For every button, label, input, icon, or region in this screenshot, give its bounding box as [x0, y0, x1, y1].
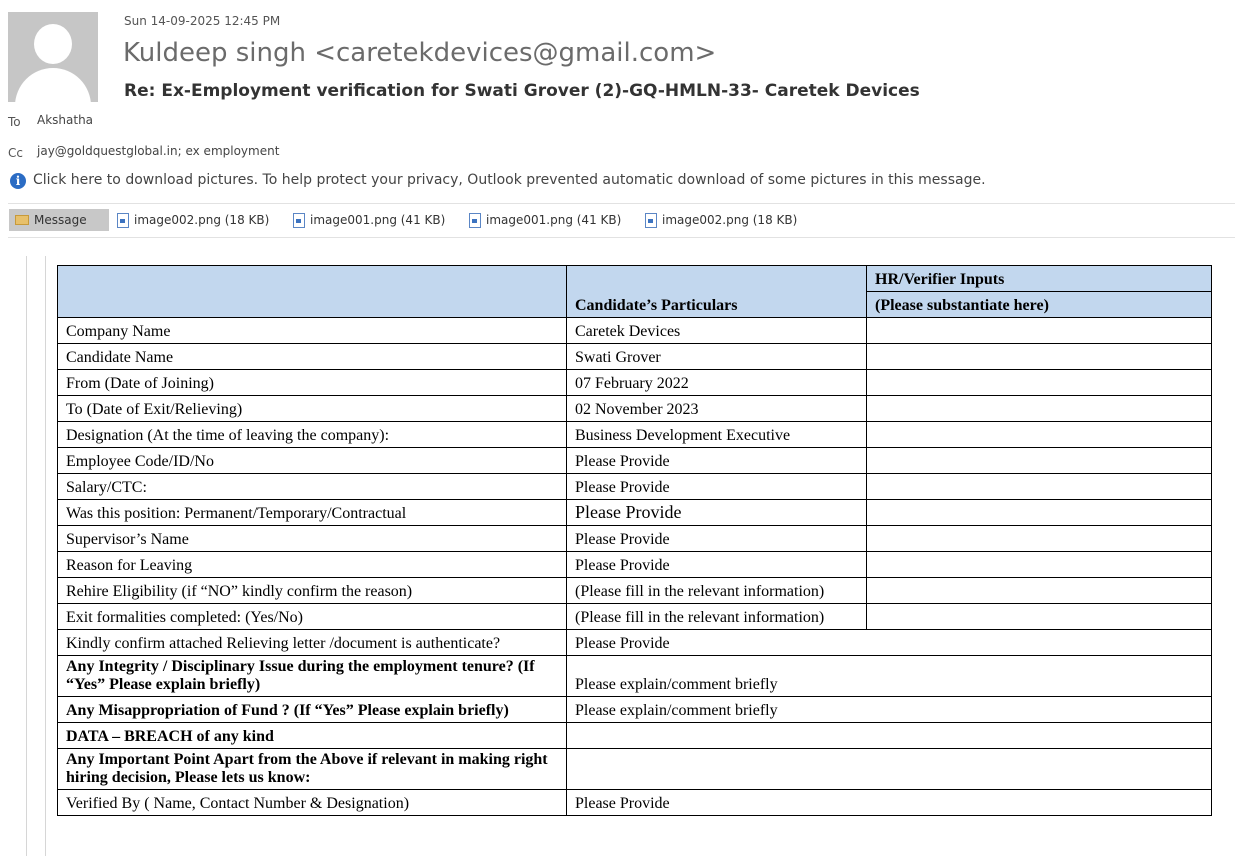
- row-label: Designation (At the time of leaving the company):: [58, 422, 567, 448]
- row-value: Please explain/comment briefly: [567, 656, 1212, 697]
- header-hr-inputs: HR/Verifier Inputs: [867, 266, 1212, 292]
- attachment-label: image001.png (41 KB): [310, 213, 446, 227]
- row-label: Exit formalities completed: (Yes/No): [58, 604, 567, 630]
- image-file-icon: [469, 213, 481, 228]
- row-label: From (Date of Joining): [58, 370, 567, 396]
- row-value: Swati Grover: [567, 344, 867, 370]
- quote-line: [45, 256, 46, 856]
- row-label: Salary/CTC:: [58, 474, 567, 500]
- row-label: Verified By ( Name, Contact Number & Designation): [58, 790, 567, 816]
- table-row: [58, 318, 1212, 344]
- attachment-label: image001.png (41 KB): [486, 213, 622, 227]
- row-label: Rehire Eligibility (if “NO” kindly confirm the reason): [58, 578, 567, 604]
- download-pictures-text[interactable]: Click here to download pictures. To help protect your privacy, Outlook prevented automatic download of some pictures in this message.: [33, 172, 986, 188]
- row-label: Any Integrity / Disciplinary Issue during the employment tenure? (If “Yes” Please explain briefly): [58, 656, 567, 697]
- image-file-icon: [645, 213, 657, 228]
- table-row: [58, 526, 1212, 552]
- attachment-label: image002.png (18 KB): [662, 213, 798, 227]
- hr-input-cell[interactable]: [867, 370, 1212, 396]
- row-label: Company Name: [58, 318, 567, 344]
- table-row: [58, 344, 1212, 370]
- download-pictures-bar[interactable]: [10, 172, 986, 189]
- verification-table: [57, 265, 1212, 816]
- to-label: To: [8, 115, 21, 129]
- image-file-icon: [117, 213, 129, 228]
- to-recipient[interactable]: Akshatha: [37, 113, 94, 127]
- table-row: [58, 578, 1212, 604]
- row-value: 07 February 2022: [567, 370, 867, 396]
- attachment-label: image002.png (18 KB): [134, 213, 270, 227]
- row-value: Please explain/comment briefly: [567, 697, 1212, 723]
- hr-input-cell[interactable]: [867, 500, 1212, 526]
- table-row: [58, 396, 1212, 422]
- hr-input-cell[interactable]: [867, 474, 1212, 500]
- table-row: [58, 552, 1212, 578]
- attachment-bar: [9, 209, 813, 231]
- table-row: [58, 723, 1212, 749]
- header-substantiate: (Please substantiate here): [867, 292, 1212, 318]
- hr-input-cell[interactable]: [867, 552, 1212, 578]
- row-label: Reason for Leaving: [58, 552, 567, 578]
- table-row: [58, 790, 1212, 816]
- table-row: [58, 656, 1212, 697]
- hr-input-cell[interactable]: [867, 396, 1212, 422]
- row-value: Caretek Devices: [567, 318, 867, 344]
- row-value: Please Provide: [567, 552, 867, 578]
- table-row: [58, 697, 1212, 723]
- row-label: Kindly confirm attached Relieving letter /document is authenticate?: [58, 630, 567, 656]
- sender-name[interactable]: Kuldeep singh <caretekdevices@gmail.com>: [123, 38, 717, 68]
- info-icon: i: [10, 173, 26, 189]
- attachment-item[interactable]: [469, 213, 637, 228]
- table-row: [58, 604, 1212, 630]
- table-row: [58, 500, 1212, 526]
- hr-input-cell[interactable]: [867, 526, 1212, 552]
- row-value: [567, 749, 1212, 790]
- row-label: Candidate Name: [58, 344, 567, 370]
- divider: [8, 237, 1235, 238]
- row-value: (Please fill in the relevant information): [567, 578, 867, 604]
- header-empty-cell: [58, 266, 567, 318]
- table-row: [58, 749, 1212, 790]
- sent-date: Sun 14-09-2025 12:45 PM: [124, 14, 281, 28]
- attachment-item[interactable]: [117, 213, 285, 228]
- attachment-item[interactable]: [645, 213, 813, 228]
- row-label: Employee Code/ID/No: [58, 448, 567, 474]
- row-label: Any Important Point Apart from the Above if relevant in making right hiring decision, Please lets us know:: [58, 749, 567, 790]
- row-label: Any Misappropriation of Fund ? (If “Yes” Please explain briefly): [58, 697, 567, 723]
- hr-input-cell[interactable]: [867, 318, 1212, 344]
- table-row: [58, 422, 1212, 448]
- row-label: Was this position: Permanent/Temporary/Contractual: [58, 500, 567, 526]
- row-value: Please Provide: [567, 630, 1212, 656]
- image-file-icon: [293, 213, 305, 228]
- row-value: (Please fill in the relevant information): [567, 604, 867, 630]
- table-row: [58, 370, 1212, 396]
- divider: [8, 203, 1235, 204]
- sender-avatar: [8, 12, 98, 102]
- hr-input-cell[interactable]: [867, 604, 1212, 630]
- table-row: [58, 448, 1212, 474]
- email-subject: Re: Ex-Employment verification for Swati Grover (2)-GQ-HMLN-33- Caretek Devices: [124, 81, 920, 101]
- hr-input-cell[interactable]: [867, 578, 1212, 604]
- message-tab[interactable]: [9, 209, 109, 231]
- attachment-item[interactable]: [293, 213, 461, 228]
- hr-input-cell[interactable]: [867, 422, 1212, 448]
- row-value: 02 November 2023: [567, 396, 867, 422]
- row-value: Please Provide: [567, 500, 867, 526]
- quote-line: [26, 256, 27, 856]
- row-value: [567, 723, 1212, 749]
- cc-recipients[interactable]: jay@goldquestglobal.in; ex employment: [37, 144, 280, 158]
- table-row: [58, 474, 1212, 500]
- row-value: Business Development Executive: [567, 422, 867, 448]
- hr-input-cell[interactable]: [867, 344, 1212, 370]
- table-row: [58, 630, 1212, 656]
- header-candidate-particulars: Candidate’s Particulars: [567, 266, 867, 318]
- row-value: Please Provide: [567, 448, 867, 474]
- row-label: To (Date of Exit/Relieving): [58, 396, 567, 422]
- row-value: Please Provide: [567, 790, 1212, 816]
- hr-input-cell[interactable]: [867, 448, 1212, 474]
- row-value: Please Provide: [567, 526, 867, 552]
- cc-label: Cc: [8, 146, 23, 160]
- row-value: Please Provide: [567, 474, 867, 500]
- row-label: Supervisor’s Name: [58, 526, 567, 552]
- row-label: DATA – BREACH of any kind: [58, 723, 567, 749]
- envelope-icon: [15, 215, 29, 225]
- message-tab-label: Message: [34, 213, 87, 227]
